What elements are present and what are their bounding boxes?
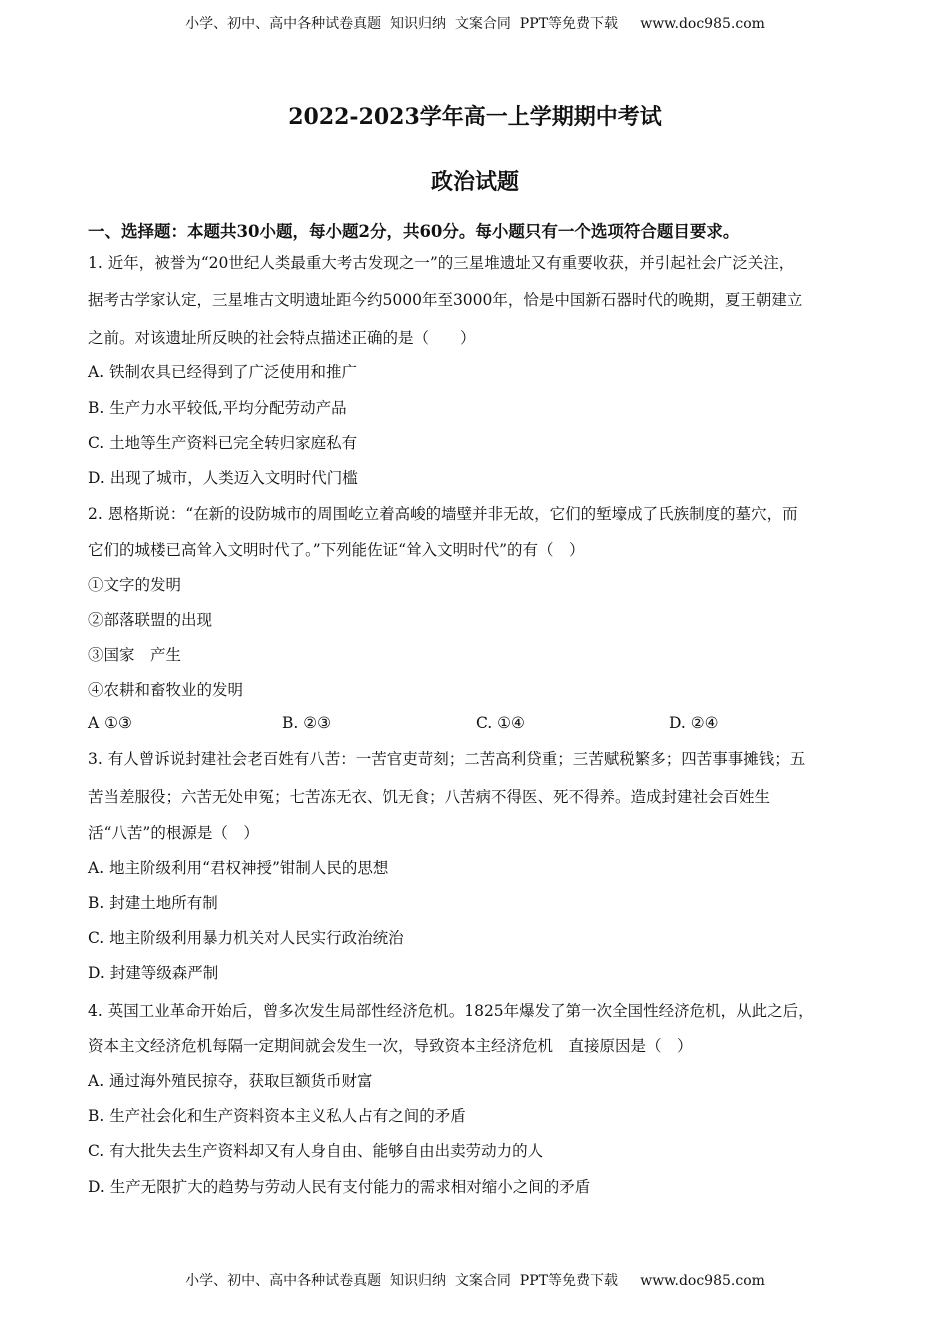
question-3-option-d: D. 封建等级森严制 bbox=[88, 964, 219, 982]
question-2-text: 2. 恩格斯说：“在新的设防城市的周围屹立着高峻的墙壁并非无故，它们的堑壕成了氏族制度的墓穴，而 bbox=[88, 505, 798, 523]
question-2-item: ①文字的发明 bbox=[88, 576, 182, 594]
exam-subtitle: 政治试题 bbox=[430, 169, 519, 195]
question-1-option-b: B. 生产力水平较低,平均分配劳动产品 bbox=[88, 399, 347, 417]
question-1-option-a: A. 铁制农具已经得到了广泛使用和推广 bbox=[88, 363, 358, 381]
page-header: 小学、初中、高中各种试卷真题 知识归纳 文案合同 PPT等免费下载 www.doc985.com bbox=[185, 16, 765, 32]
question-4-option-a: A. 通过海外殖民掠夺，获取巨额货币财富 bbox=[88, 1072, 373, 1090]
section-heading: 一、选择题：本题共30小题，每小题2分，共60分。每小题只有一个选项符合题目要求。 bbox=[88, 222, 740, 241]
question-2-option-c: C. ①④ bbox=[476, 714, 525, 732]
question-4-option-b: B. 生产社会化和生产资料资本主义私人占有之间的矛盾 bbox=[88, 1107, 466, 1125]
question-4-text: 资本主文经济危机每隔一定期间就会发生一次，导致资本主经济危机 直接原因是（ ） bbox=[88, 1037, 693, 1055]
question-3-text: 3. 有人曾诉说封建社会老百姓有八苦：一苦官吏苛刻；二苦高利贷重；三苦赋税繁多；四苦事事摊钱；五 bbox=[88, 750, 806, 768]
question-3-text: 活“八苦”的根源是（ ） bbox=[88, 824, 259, 842]
question-4-option-d: D. 生产无限扩大的趋势与劳动人民有支付能力的需求相对缩小之间的矛盾 bbox=[88, 1178, 591, 1196]
question-2-item: ③国家 产生 bbox=[88, 646, 182, 664]
question-1-text: 之前。对该遗址所反映的社会特点描述正确的是（ ） bbox=[88, 329, 476, 347]
question-4-option-c: C. 有大批失去生产资料却又有人身自由、能够自由出卖劳动力的人 bbox=[88, 1142, 544, 1160]
question-2-item: ④农耕和畜牧业的发明 bbox=[88, 681, 244, 699]
exam-title: 2022-2023学年高一上学期期中考试 bbox=[288, 104, 662, 130]
question-2-option-a: A ①③ bbox=[88, 714, 132, 732]
question-2-option-b: B. ②③ bbox=[282, 714, 332, 732]
question-3-option-c: C. 地主阶级利用暴力机关对人民实行政治统治 bbox=[88, 929, 404, 947]
question-1-text: 1. 近年，被誉为“20世纪人类最重大考古发现之一”的三星堆遗址又有重要收获，并引起社会广泛关注， bbox=[88, 254, 795, 272]
question-2-item: ②部落联盟的出现 bbox=[88, 611, 213, 629]
question-1-option-d: D. 出现了城市，人类迈入文明时代门槛 bbox=[88, 469, 358, 487]
page-footer: 小学、初中、高中各种试卷真题 知识归纳 文案合同 PPT等免费下载 www.doc985.com bbox=[185, 1273, 765, 1289]
question-3-option-a: A. 地主阶级利用“君权神授”钳制人民的思想 bbox=[88, 859, 389, 877]
question-2-text: 它们的城楼已高耸入文明时代了。”下列能佐证“耸入文明时代”的有（ ） bbox=[88, 541, 585, 559]
question-1-text: 据考古学家认定，三星堆古文明遗址距今约5000年至3000年，恰是中国新石器时代的晚期，夏王朝建立 bbox=[88, 291, 803, 309]
question-3-option-b: B. 封建土地所有制 bbox=[88, 894, 218, 912]
question-2-option-d: D. ②④ bbox=[669, 714, 719, 732]
question-3-text: 苦当差服役；六苦无处申冤；七苦冻无衣、饥无食；八苦病不得医、死不得养。造成封建社会百姓生 bbox=[88, 788, 771, 806]
question-1-option-c: C. 土地等生产资料已完全转归家庭私有 bbox=[88, 434, 358, 452]
question-4-text: 4. 英国工业革命开始后，曾多次发生局部性经济危机。1825年爆发了第一次全国性经济危机，从此之后， bbox=[88, 1002, 814, 1020]
